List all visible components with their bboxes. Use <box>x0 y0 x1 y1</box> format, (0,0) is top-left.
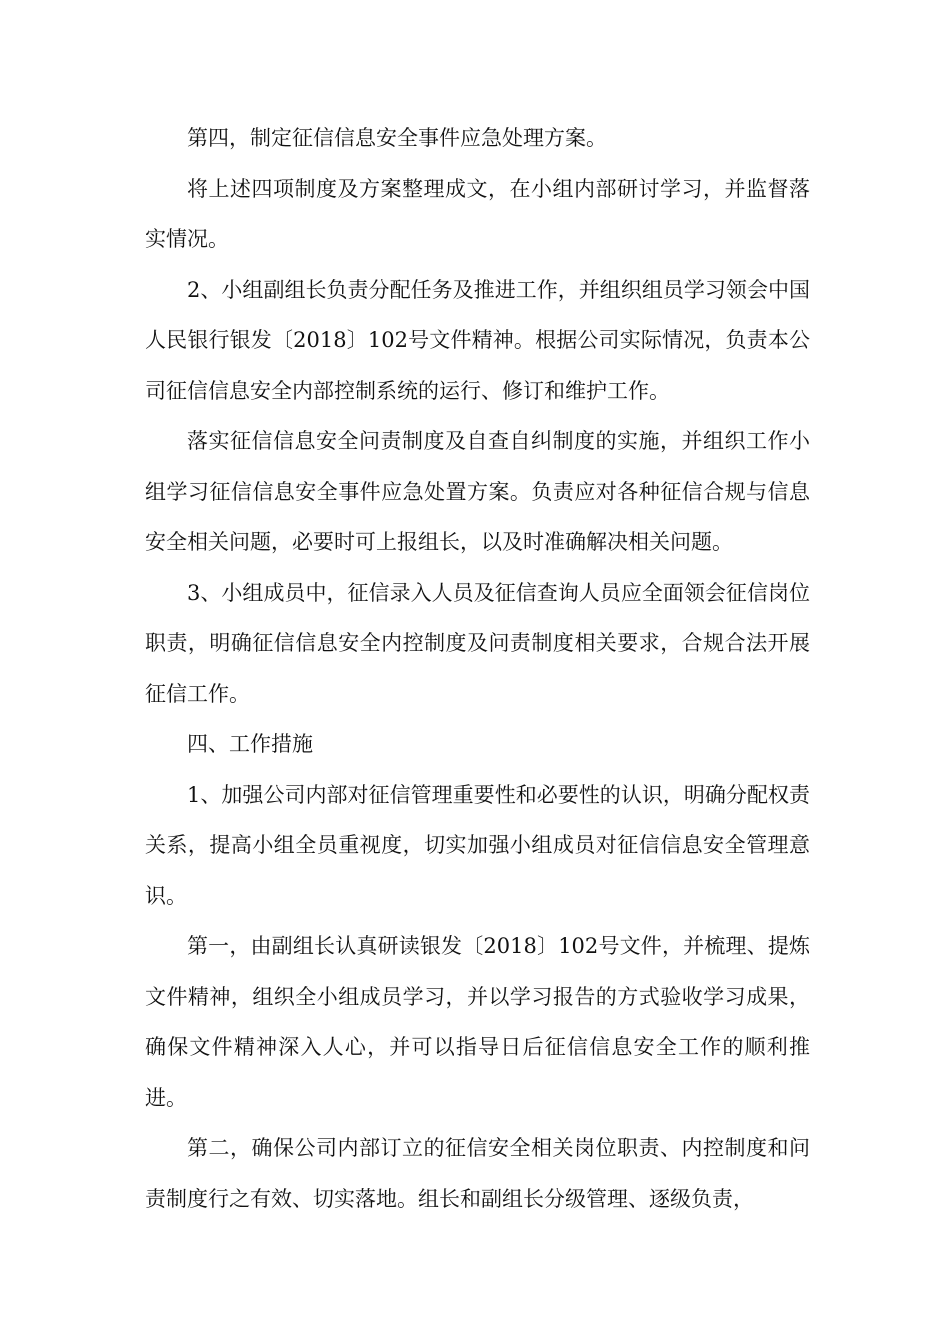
document-body <box>145 113 810 1224</box>
paragraph-member-duties: 3、小组成员中，征信录入人员及征信查询人员应全面领会征信岗位职责，明确征信信息安全内控制度及问责制度相关要求，合规合法开展征信工作。 <box>145 580 810 706</box>
paragraph-deputy-leader-duties: 2、小组副组长负责分配任务及推进工作，并组织组员学习领会中国人民银行银发〔2018〕102号文件精神。根据公司实际情况，负责本公司征信信息安全内部控制系统的运行、修订和维护工作。 <box>145 277 810 403</box>
section-heading-work-measures: 四、工作措施 <box>187 732 313 756</box>
paragraph-establish-emergency-plan: 第四，制定征信信息安全事件应急处理方案。 <box>187 126 607 150</box>
paragraph-strengthen-awareness: 1、加强公司内部对征信管理重要性和必要性的认识，明确分配权责关系，提高小组全员重视度，切实加强小组成员对征信信息安全管理意识。 <box>145 782 810 908</box>
paragraph-compile-and-study: 将上述四项制度及方案整理成文，在小组内部研讨学习，并监督落实情况。 <box>145 176 810 251</box>
paragraph-second-measure: 第二，确保公司内部订立的征信安全相关岗位职责、内控制度和问责制度行之有效、切实落地。组长和副组长分级管理、逐级负责， <box>145 1136 810 1211</box>
paragraph-first-measure: 第一，由副组长认真研读银发〔2018〕102号文件，并梳理、提炼文件精神，组织全小组成员学习，并以学习报告的方式验收学习成果，确保文件精神深入人心，并可以指导日后征信信息安全工作的顺利推进。 <box>145 934 810 1110</box>
paragraph-implement-accountability: 落实征信信息安全问责制度及自查自纠制度的实施，并组织工作小组学习征信信息安全事件应急处置方案。负责应对各种征信合规与信息安全相关问题，必要时可上报组长，以及时准确解决相关问题。 <box>145 429 810 554</box>
